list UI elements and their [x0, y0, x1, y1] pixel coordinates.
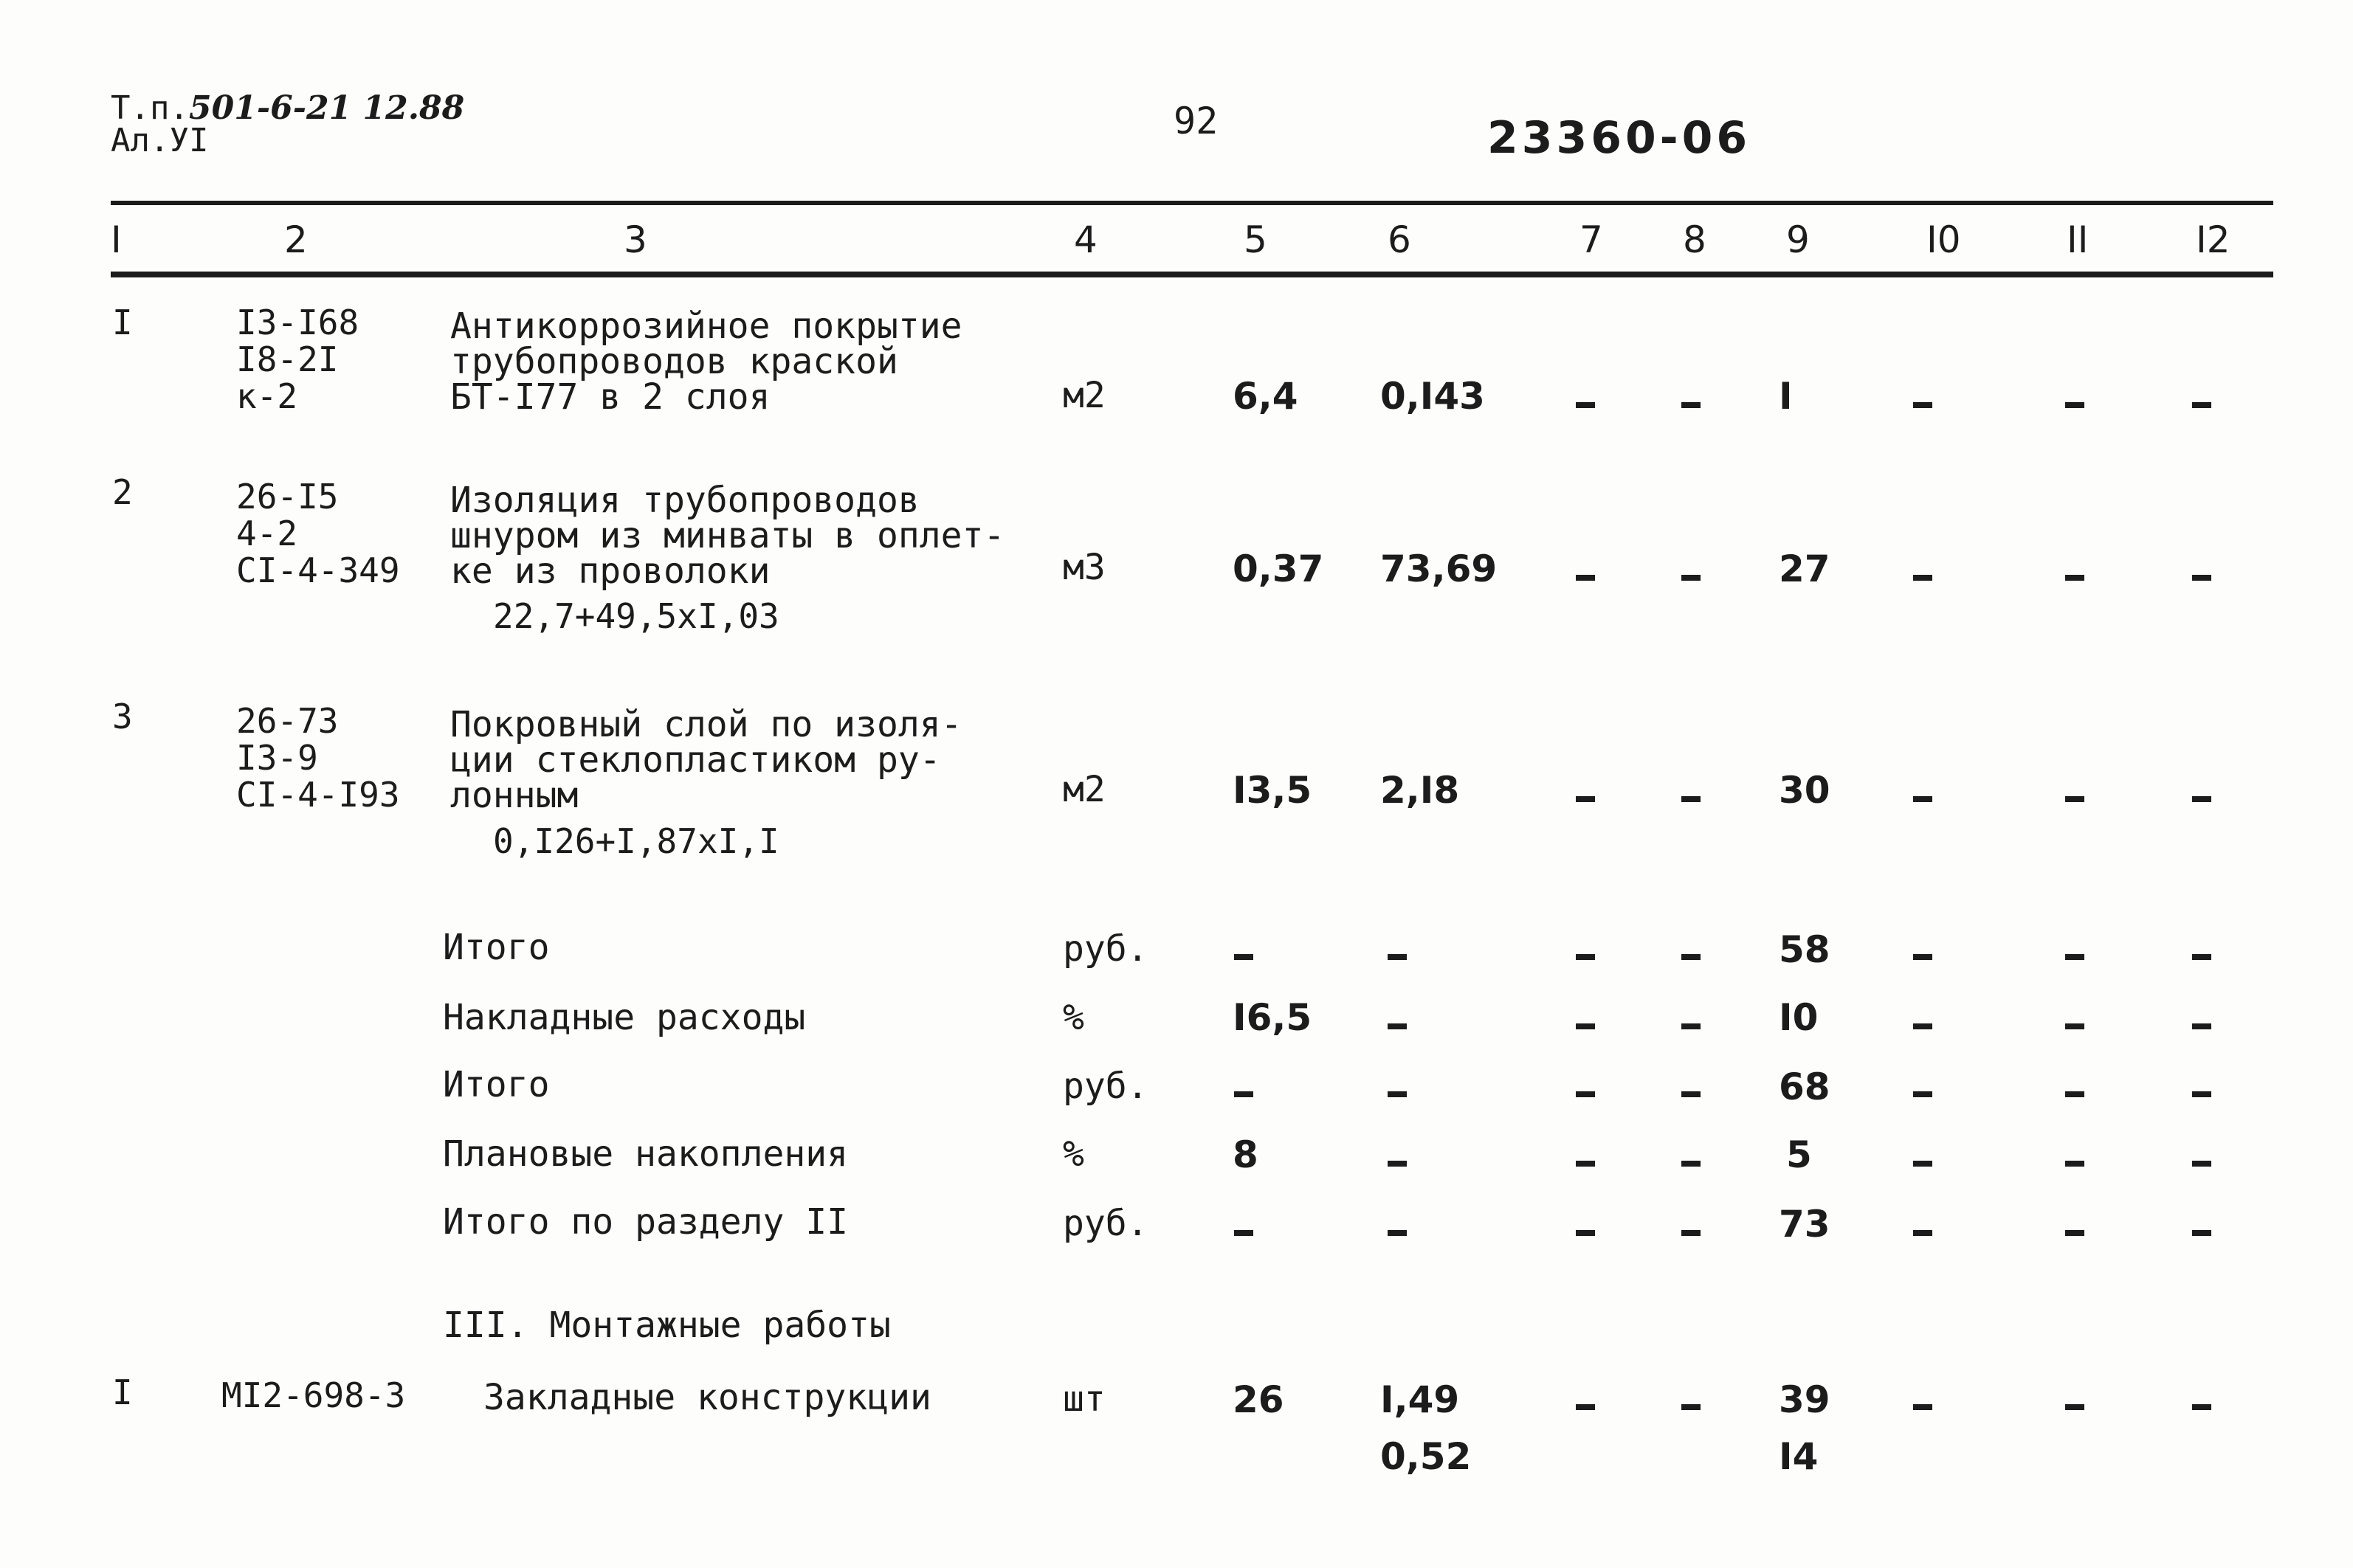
rate-code: 26-I5 4-2 CI-4-349 [236, 477, 400, 590]
summary-unit: руб. [1063, 1066, 1148, 1107]
rate-code: I3-I68 I8-2I к-2 [236, 303, 359, 416]
summary-unit: % [1063, 1133, 1084, 1175]
empty-cell-dash [1388, 1086, 1407, 1100]
column-header-2: 2 [284, 218, 308, 261]
empty-cell-dash [2065, 1086, 2084, 1100]
empty-cell-dash [2065, 397, 2084, 411]
column-header-5: 5 [1244, 218, 1267, 261]
summary-total: 73 [1779, 1203, 1830, 1246]
unit: м3 [1063, 547, 1106, 588]
empty-cell-dash [1388, 1225, 1407, 1239]
empty-cell-dash [2065, 791, 2084, 805]
summary-label: Накладные расходы [443, 997, 806, 1038]
summary-rate: 8 [1233, 1133, 1258, 1176]
empty-cell-dash [2192, 791, 2211, 805]
quantity: 6,4 [1233, 375, 1298, 418]
work-description: Антикоррозийное покрытие трубопроводов краской БТ-I77 в 2 слоя [450, 305, 962, 418]
unit-cost: 0,I43 [1380, 375, 1485, 418]
unit: м2 [1063, 375, 1106, 416]
total-cost-secondary: I4 [1779, 1435, 1819, 1478]
empty-cell-dash [1576, 1225, 1595, 1239]
column-header-8: 8 [1683, 218, 1706, 261]
empty-cell-dash [1388, 1156, 1407, 1170]
empty-cell-dash [1681, 1086, 1701, 1100]
project-number: 501-6-21 12.88 [188, 89, 465, 127]
quantity: 26 [1233, 1378, 1284, 1421]
work-description: Изоляция трубопроводов шнуром из минваты в оплет- ке из проволоки [450, 480, 1005, 592]
empty-cell-dash [2192, 949, 2211, 963]
empty-cell-dash [1913, 570, 1932, 584]
column-header-10: I0 [1926, 218, 1961, 261]
summary-total: 68 [1779, 1066, 1830, 1108]
empty-cell-dash [1576, 791, 1595, 805]
column-header-3: 3 [624, 218, 647, 261]
empty-cell-dash [1913, 1225, 1932, 1239]
rate-code: 26-73 I3-9 CI-4-I93 [236, 701, 400, 815]
row-number: I [112, 1372, 133, 1412]
empty-cell-dash [1576, 1018, 1595, 1032]
empty-cell-dash [1681, 791, 1701, 805]
empty-cell-dash [2065, 1225, 2084, 1239]
column-header-11: II [2067, 218, 2089, 261]
empty-cell-dash [2192, 570, 2211, 584]
column-header-12: I2 [2196, 218, 2230, 261]
total-cost: I [1779, 375, 1793, 418]
empty-cell-dash [2192, 1225, 2211, 1239]
page-number: 92 [1174, 100, 1219, 142]
empty-cell-dash [1681, 1156, 1701, 1170]
column-header-6: 6 [1388, 218, 1411, 261]
summary-unit: руб. [1063, 1203, 1148, 1244]
summary-label: Итого по разделу II [443, 1201, 849, 1243]
work-description: Покровный слой по изоля- ции стеклопластиком ру- лонным [450, 704, 962, 816]
empty-cell-dash [1576, 949, 1595, 963]
summary-total: 5 [1786, 1133, 1812, 1176]
empty-cell-dash [1576, 1156, 1595, 1170]
unit-cost: 73,69 [1380, 548, 1498, 590]
unit: м2 [1063, 769, 1106, 810]
table-top-rule [111, 201, 2273, 205]
empty-cell-dash [1913, 949, 1932, 963]
row-number: I [112, 303, 133, 342]
summary-rate: I6,5 [1233, 996, 1312, 1039]
summary-total: I0 [1779, 996, 1819, 1039]
empty-cell-dash [1681, 570, 1701, 584]
album-label: Ал.УI [111, 122, 209, 159]
empty-cell-dash [2065, 1018, 2084, 1032]
summary-total: 58 [1779, 928, 1830, 971]
doc-prefix: Т.п. [111, 89, 189, 127]
total-cost: 39 [1779, 1378, 1830, 1421]
empty-cell-dash [1913, 1086, 1932, 1100]
unit-cost-secondary: 0,52 [1380, 1435, 1472, 1478]
summary-unit: % [1063, 997, 1084, 1038]
empty-cell-dash [1234, 1086, 1253, 1100]
doc-header-left [111, 89, 465, 159]
empty-cell-dash [1576, 1399, 1595, 1413]
empty-cell-dash [1681, 397, 1701, 411]
empty-cell-dash [1576, 1086, 1595, 1100]
document-code: 23360-06 [1487, 112, 1751, 164]
empty-cell-dash [1913, 1018, 1932, 1032]
quantity: 0,37 [1233, 548, 1324, 590]
total-cost: 27 [1779, 548, 1830, 590]
summary-label: Плановые накопления [443, 1133, 849, 1175]
empty-cell-dash [1388, 1018, 1407, 1032]
empty-cell-dash [2065, 570, 2084, 584]
quantity: I3,5 [1233, 769, 1312, 812]
empty-cell-dash [2065, 1156, 2084, 1170]
column-header-9: 9 [1786, 218, 1810, 261]
empty-cell-dash [1913, 791, 1932, 805]
empty-cell-dash [1913, 397, 1932, 411]
empty-cell-dash [2192, 1399, 2211, 1413]
summary-label: Итого [443, 1064, 550, 1105]
empty-cell-dash [1681, 1225, 1701, 1239]
summary-label: Итого [443, 927, 550, 968]
row-number: 3 [112, 697, 133, 736]
empty-cell-dash [1234, 1225, 1253, 1239]
empty-cell-dash [2192, 1156, 2211, 1170]
empty-cell-dash [1576, 397, 1595, 411]
empty-cell-dash [2192, 1018, 2211, 1032]
column-header-7: 7 [1579, 218, 1603, 261]
empty-cell-dash [1913, 1399, 1932, 1413]
unit: шт [1063, 1378, 1106, 1420]
unit-cost: 2,I8 [1380, 769, 1460, 812]
empty-cell-dash [1234, 949, 1253, 963]
summary-unit: руб. [1063, 928, 1148, 970]
rate-code: МI2-698-3 [221, 1375, 406, 1415]
total-cost: 30 [1779, 769, 1830, 812]
empty-cell-dash [1681, 1399, 1701, 1413]
column-header-1: I [111, 218, 122, 261]
calc-formula: 22,7+49,5xI,03 [493, 596, 779, 636]
row-number: 2 [112, 472, 133, 512]
work-description: Закладные конструкции [483, 1377, 931, 1418]
table-header-rule [111, 272, 2273, 277]
empty-cell-dash [1913, 1156, 1932, 1170]
empty-cell-dash [2192, 1086, 2211, 1100]
empty-cell-dash [1681, 1018, 1701, 1032]
empty-cell-dash [1681, 949, 1701, 963]
calc-formula: 0,I26+I,87xI,I [493, 821, 779, 861]
section-title: III. Монтажные работы [443, 1305, 891, 1346]
empty-cell-dash [2065, 1399, 2084, 1413]
empty-cell-dash [1388, 949, 1407, 963]
unit-cost: I,49 [1380, 1378, 1460, 1421]
empty-cell-dash [2192, 397, 2211, 411]
empty-cell-dash [1576, 570, 1595, 584]
empty-cell-dash [2065, 949, 2084, 963]
column-header-4: 4 [1074, 218, 1098, 261]
